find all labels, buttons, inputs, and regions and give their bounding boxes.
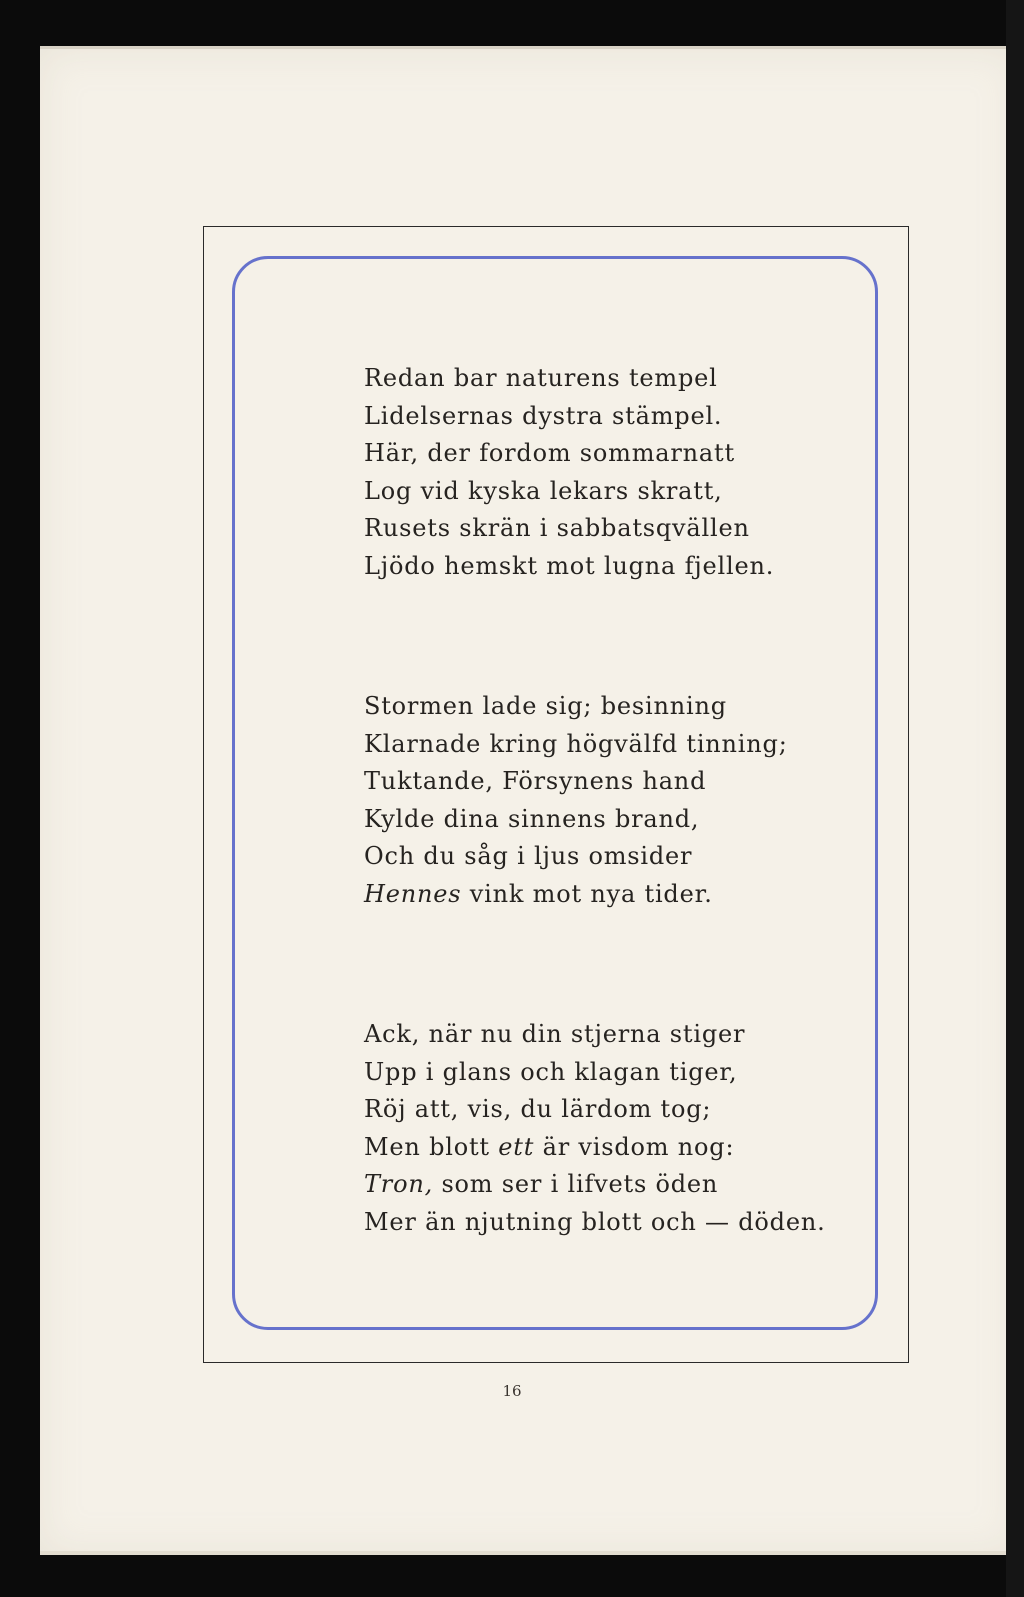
poem-line: Mer än njutning blott och — döden. bbox=[364, 1207, 826, 1236]
italic-word: Tron, bbox=[364, 1170, 434, 1198]
poem-line bbox=[364, 1166, 884, 1204]
line-rest: är visdom nog: bbox=[534, 1132, 735, 1161]
scan-edge-strip bbox=[1006, 0, 1024, 1597]
poem-line: Ljödo hemskt mot lugna fjellen. bbox=[364, 551, 775, 580]
poem-line: Klarnade kring högvälfd tinning; bbox=[364, 729, 788, 758]
italic-word: Hennes bbox=[364, 879, 462, 908]
poem-line: Kylde dina sinnens brand, bbox=[364, 804, 700, 833]
poem-line: Upp i glans och klagan tiger, bbox=[364, 1057, 738, 1086]
stanza-3 bbox=[364, 1016, 884, 1241]
line-rest: vink mot nya tider. bbox=[461, 879, 713, 908]
poem-line: Lidelsernas dystra stämpel. bbox=[364, 401, 723, 430]
poem-line: Röj att, vis, du lärdom tog; bbox=[364, 1095, 712, 1123]
poem-line bbox=[364, 1129, 884, 1167]
poem-line: Och du såg i ljus omsider bbox=[364, 842, 693, 870]
poem-line: Ack, när nu din stjerna stiger bbox=[364, 1020, 746, 1048]
poem-text bbox=[364, 360, 884, 1344]
stanza-1 bbox=[364, 360, 884, 585]
line-rest: som ser i lifvets öden bbox=[433, 1170, 719, 1198]
poem-line: Rusets skrän i sabbatsqvällen bbox=[364, 514, 750, 542]
poem-line: Här, der fordom sommarnatt bbox=[364, 439, 735, 467]
poem-line bbox=[364, 876, 884, 914]
paper-bottom-edge bbox=[40, 1551, 1018, 1555]
line-pre: Men blott bbox=[364, 1132, 499, 1161]
poem-line: Redan bar naturens tempel bbox=[364, 364, 718, 392]
poem-line: Tuktande, Försynens hand bbox=[364, 767, 707, 795]
poem-line: Log vid kyska lekars skratt, bbox=[364, 476, 723, 505]
poem-line: Stormen lade sig; besinning bbox=[364, 692, 727, 720]
italic-word: ett bbox=[498, 1132, 535, 1161]
page-number: 16 bbox=[502, 1382, 522, 1400]
stanza-2 bbox=[364, 688, 884, 913]
